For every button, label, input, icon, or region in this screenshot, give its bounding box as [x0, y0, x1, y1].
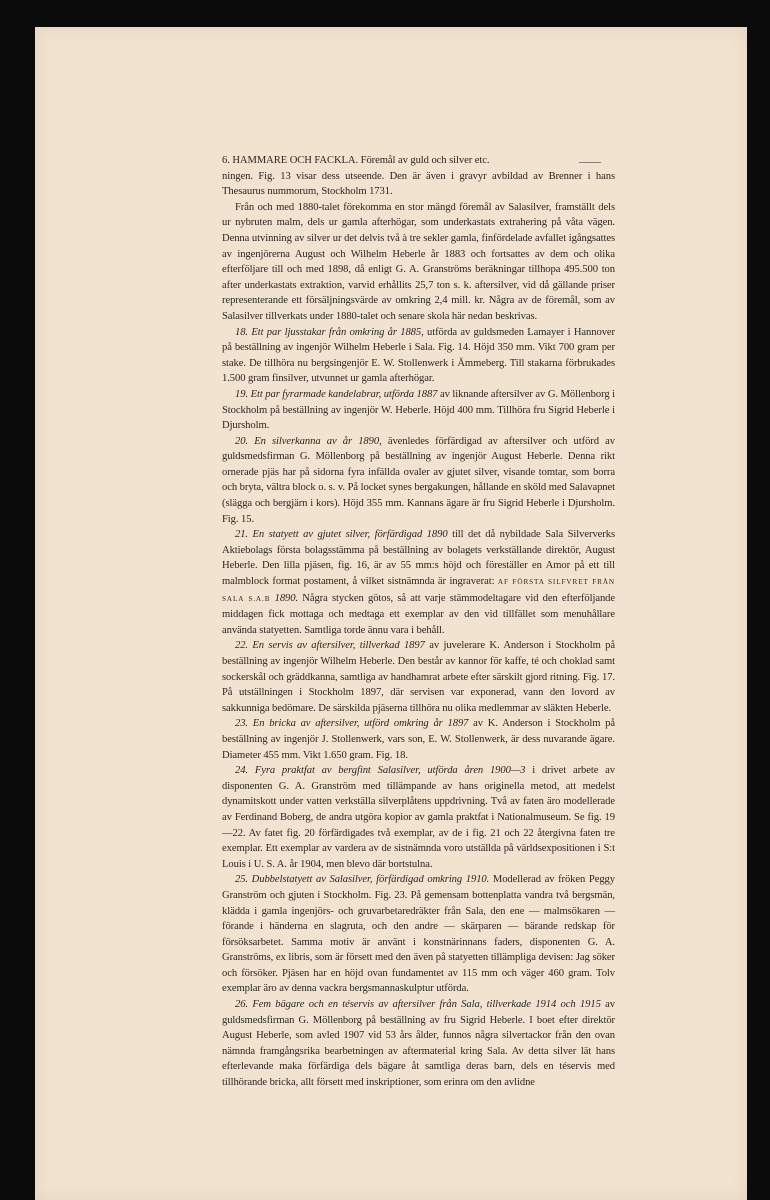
- entry-23: [222, 716, 615, 763]
- entry-24-text: i drivet arbete av disponenten G. A. Granström med tillämpande av hans originella metod, att medelst dynamitskott under vatten verkställa silverplåtens uppdrivning. Två av faten äro modellerade av Ferdinand Boberg, de andra utgöra kopior av gamla praktfat i Nationalmuseum. Se fig. 19—22. Av fatet fig. 20 förfärdigades två exemplar, av de i fig. 21 och 22 återgivna faten tre exemplar. Ett exemplar av vardera av de sistnämnda voro utställda på världsexpositionen i S:t Louis i U. S. A. år 1904, men blevo där bortstulna.: [222, 765, 615, 870]
- entry-20: [222, 434, 615, 528]
- running-head: [222, 153, 615, 169]
- entry-20-title: 20. En silverkanna av år 1890,: [235, 435, 382, 447]
- entry-25-title: 25. Dubbelstatyett av Salasilver, förfärdigad omkring 1910.: [235, 874, 490, 886]
- entry-21: [222, 527, 615, 638]
- entry-21-text-a: till det då nybildade Sala Silververks Aktiebolags första bolagsstämma på beställning av bolagets verkställande direktör, August Heberle. Den lilla pjäsen, fig. 16, är av 55 mm:s höjd och föreställer en Amor på ett till malmblock format postament, å vilket sistnämnda är ingraverat:: [222, 529, 615, 588]
- paragraph-intro: Från och med 1880-talet förekomma en stor mängd föremål av Salasilver, framställt dels ur nybruten malm, dels ur gamla afterhögar, som underkastats extrahering på våta vägen. Denna utvinning av silver ur det delvis två à tre sekler gamla, finfördelade avfallet igångsattes av ingenjörerna August och Wilhelm Heberle år 1883 och fortsattes av dem och olika efterföljare till och med 1898, då enligt G. A. Granströms beräkningar tillhopa 495.500 ton after underkastats extraktion, varvid erhållits 25,7 ton s. k. aftersilver, vid då gällande priser representerande ett försäljningsvärde av omkring 2,4 mill. kr. Några av de föremål, som av Salasilver tillverkats under 1880-talet och senare skola här nedan beskrivas.: [222, 201, 615, 322]
- entry-24-title: 24. Fyra praktfat av bergfint Salasilver, utförda åren 1900—3: [235, 765, 526, 777]
- entry-18-title: 18. Ett par ljusstakar från omkring år 1885,: [235, 326, 424, 338]
- entry-18-text: utförda av guldsmeden Lamayer i Hannover på beställning av ingenjör Wilhelm Heberle i Sala. Fig. 14. Höjd 350 mm. Vikt 700 gram per stake. De tillhöra nu bergsingenjör E. W. Stollenwerk i Ämmeberg. Till stakarna förbrukades 1.500 gram finsilver, utvunnet ur gamla afterhögar.: [222, 326, 615, 385]
- section-subtitle: Föremål av guld och silver etc.: [360, 155, 490, 166]
- entry-26-text: av guldsmedsfirman G. Möllenborg på beställning av fru Sigrid Heberle. I boet efter direktör August Heberle, som avled 1907 vid 53 års ålder, funnos några silvertackor från den ovan nämnda framgångsrika bearbetningen av aftermaterial kring Sala. Av detta silver lät hans efterlevande maka förfärdiga dels bägare åt samtliga deras barn, dels en téservis med tillhörande bricka, allt försett med inskriptioner, som erinra om den avlidne: [222, 999, 615, 1089]
- entry-26-title: 26. Fem bägare och en téservis av aftersilver från Sala, tillverkade 1914 och 1915: [235, 999, 601, 1011]
- entry-22-text: av juvelerare K. Anderson i Stockholm på beställning av ingenjör Wilhelm Heberle. Den består av kannor för kaffe, té och choklad samt sockerskål och gräddkanna, samtliga av handhamrat arbete efter särskilt gjord ritning. Fig. 17. På utställningen i Stockholm 1897, där servisen var exponerad, vann den lovord av sakkunniga bedömare. De särskilda pjäserna tillhöra nu olika medlemmar av släkten Heberle.: [222, 640, 615, 714]
- entry-19: [222, 387, 615, 434]
- entry-25-text: Modellerad av fröken Peggy Granström och gjuten i Stockholm. Fig. 23. På gemensam bottenplatta vandra två bergsmän, klädda i gamla ingenjörs- och gruvarbetaredräkter från Sala, den ene — malmsökaren — förande i händerna en slagruta, och den andre — skärparen — bärande redskap för försöksarbetet. Samma motiv är använt i konstnärinnans faders, disponenten G. A. Granströms, ex libris, som är försett med den även på statyetten tillämpliga devisen: Jag söker och försöker. Pjäsen har en höjd ovan fundamentet av 115 mm och väger 460 gram. Tolv exemplar äro av denna vackra bergsmannaskulptur utförda.: [222, 874, 615, 995]
- entry-21-title: 21. En statyett av gjutet silver, förfärdigad 1890: [235, 529, 448, 541]
- entry-24: [222, 763, 615, 872]
- entry-20-text: ävenledes förfärdigad av aftersilver och utförd av guldsmedsfirman G. Möllenborg på beställning av ingenjör August Heberle. Denna rikt ornerade pjäs har på sidorna fyra infällda ovaler av gjutet silver, visande tomtar, som borra och bryta, vältra block o. s. v. På locket synes bergakungen, hållande en sköld med Salavapnet (slägga och bergjärn i kors). Höjd 355 mm. Kannans ägare är fru Sigrid Heberle i Djursholm. Fig. 15.: [222, 435, 615, 525]
- entry-23-title: 23. En bricka av aftersilver, utförd omkring år 1897: [235, 718, 469, 730]
- paragraph-continued: ningen. Fig. 13 visar dess utseende. Den är även i gravyr avbildad av Brenner i hans Thesaurus nummorum, Stockholm 1731.: [222, 170, 615, 198]
- entry-21-text-b: Några stycken götos, så att varje stämmodeltagare vid den efterföljande middagen fick mottaga och medtaga ett exemplar av den vid tillfället som menuhållare använda statyetten. Samtliga torde ännu vara i behåll.: [222, 592, 615, 636]
- section-heading: 6. HAMMARE OCH FACKLA.: [222, 155, 359, 166]
- entry-21-inscription: AF FÖRSTA SILFVRET FRÅN SALA S.A.B: [222, 578, 615, 603]
- body-text: [222, 153, 615, 1091]
- entry-25: [222, 872, 615, 997]
- entry-19-title: 19. Ett par fyrarmade kandelabrar, utförda 1887: [235, 388, 438, 400]
- entry-26: [222, 997, 615, 1091]
- entry-21-year: 1890.: [270, 592, 299, 604]
- entry-22-title: 22. En servis av aftersilver, tillverkad 1897: [235, 640, 425, 652]
- header-rule: ——: [579, 156, 601, 168]
- entry-18: [222, 325, 615, 387]
- entry-23-text: av K. Anderson i Stockholm på beställning av ingenjör J. Stollenwerk, vars son, E. W. Stollenwerk, är dess nuvarande ägare. Diameter 455 mm. Vikt 1.650 gram. Fig. 18.: [222, 718, 615, 761]
- entry-22: [222, 638, 615, 716]
- entry-19-text: av liknande aftersilver av G. Möllenborg i Stockholm på beställning av ingenjör W. Heberle. Höjd 400 mm. Tillhöra fru Sigrid Heberle i Djursholm.: [222, 388, 616, 432]
